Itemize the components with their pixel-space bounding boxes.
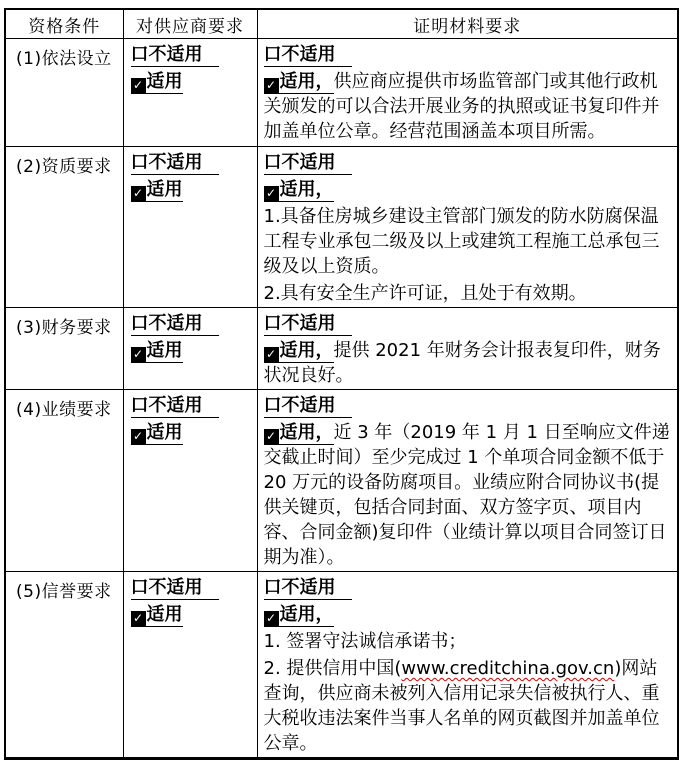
proof-requirement-cell [257,147,678,308]
supplier-requirement-cell [123,308,257,390]
not-applicable-option: 口不适用 [131,150,254,175]
not-applicable-option: 口不适用 [131,311,254,336]
checked-checkbox-icon: ✓ [264,347,279,362]
condition-cell [5,572,123,759]
applicable-text: ✓ 适用，提供 2021 年财务会计报表复印件，财务状况良好。 [263,340,661,386]
condition-cell [5,39,123,147]
proof-requirement-cell [257,308,678,390]
supplier-requirement-cell [123,390,257,572]
condition-label: (4)业绩要求 [16,400,112,420]
table-row [5,390,678,572]
credit-china-url: www.creditchina.gov.cn [401,658,615,679]
checked-checkbox-icon: ✓ [264,78,279,93]
requirement-item-2: 2. 提供信用中国(www.creditchina.gov.cn)网站查询，供应商未被列入信用记录失信被执行人、重大税收违法案件当事人名单的网页截图并加盖单位公章。 [263,658,660,754]
applicable-option: ✓ 适用 [131,69,254,94]
header-qualification-condition: 资格条件 [5,9,123,39]
not-applicable-option: 口不适用 [131,42,254,67]
checked-checkbox-icon: ✓ [131,347,146,362]
applicable-text: ✓ 适用， [264,602,671,627]
applicable-text: ✓ 适用，近 3 年（2019 年 1 月 1 日至响应文件递交截止时间）至少完成过 1 个单项合同金额不低于 20 万元的设备防腐项目。业绩应附合同协议书(提供关键页，包括合同封面、双方签字页、项目内容、合同金额)复印件（业绩计算以项目合同签订日期为准）。 [263,422,670,568]
supplier-requirement-cell [123,39,257,147]
condition-cell [5,390,123,572]
checked-checkbox-icon: ✓ [131,186,146,201]
applicable-option: ✓ 适用 [131,177,254,202]
condition-label: (1)依法设立 [16,49,112,69]
applicable-text: ✓ 适用，供应商应提供市场监管部门或其他行政机关颁发的可以合法开展业务的执照或证书复印件并加盖单位公章。经营范围涵盖本项目所需。 [263,71,660,142]
proof-requirement-cell [257,39,678,147]
not-applicable-option: 口不适用 [264,575,671,600]
checked-checkbox-icon: ✓ [264,186,279,201]
checked-checkbox-icon: ✓ [131,611,146,626]
applicable-text: ✓ 适用， [264,177,671,202]
proof-requirement-cell [257,390,678,572]
supplier-requirement-cell [123,572,257,759]
checked-checkbox-icon: ✓ [264,429,279,444]
applicable-option: ✓ 适用 [131,338,254,363]
requirement-item-1: 1. 签署守法诚信承诺书； [263,631,467,652]
supplier-requirement-cell [123,147,257,308]
checked-checkbox-icon: ✓ [131,429,146,444]
condition-label: (5)信誉要求 [16,582,112,602]
not-applicable-option: 口不适用 [264,42,671,67]
not-applicable-option: 口不适用 [264,150,671,175]
qualification-table [4,8,679,760]
applicable-option: ✓ 适用 [131,602,254,627]
proof-requirement-cell [257,572,678,759]
table-row [5,147,678,308]
condition-label: (3)财务要求 [16,318,112,338]
header-proof-material-requirement: 证明材料要求 [257,9,678,39]
condition-cell [5,147,123,308]
table-row [5,308,678,390]
checked-checkbox-icon: ✓ [264,611,279,626]
table-row [5,39,678,147]
header-row [5,9,678,39]
requirement-item-2: 2.具有安全生产许可证，且处于有效期。 [263,283,587,304]
not-applicable-option: 口不适用 [131,575,254,600]
condition-cell [5,308,123,390]
applicable-option: ✓ 适用 [131,420,254,445]
not-applicable-option: 口不适用 [264,393,671,418]
not-applicable-option: 口不适用 [131,393,254,418]
checked-checkbox-icon: ✓ [131,78,146,93]
header-supplier-requirement: 对供应商要求 [123,9,257,39]
requirement-item-1: 1.具备住房城乡建设主管部门颁发的防水防腐保温工程专业承包二级及以上或建筑工程施工总承包三级及以上资质。 [263,206,660,277]
condition-label: (2)资质要求 [16,157,112,177]
table-row [5,572,678,759]
not-applicable-option: 口不适用 [264,311,671,336]
